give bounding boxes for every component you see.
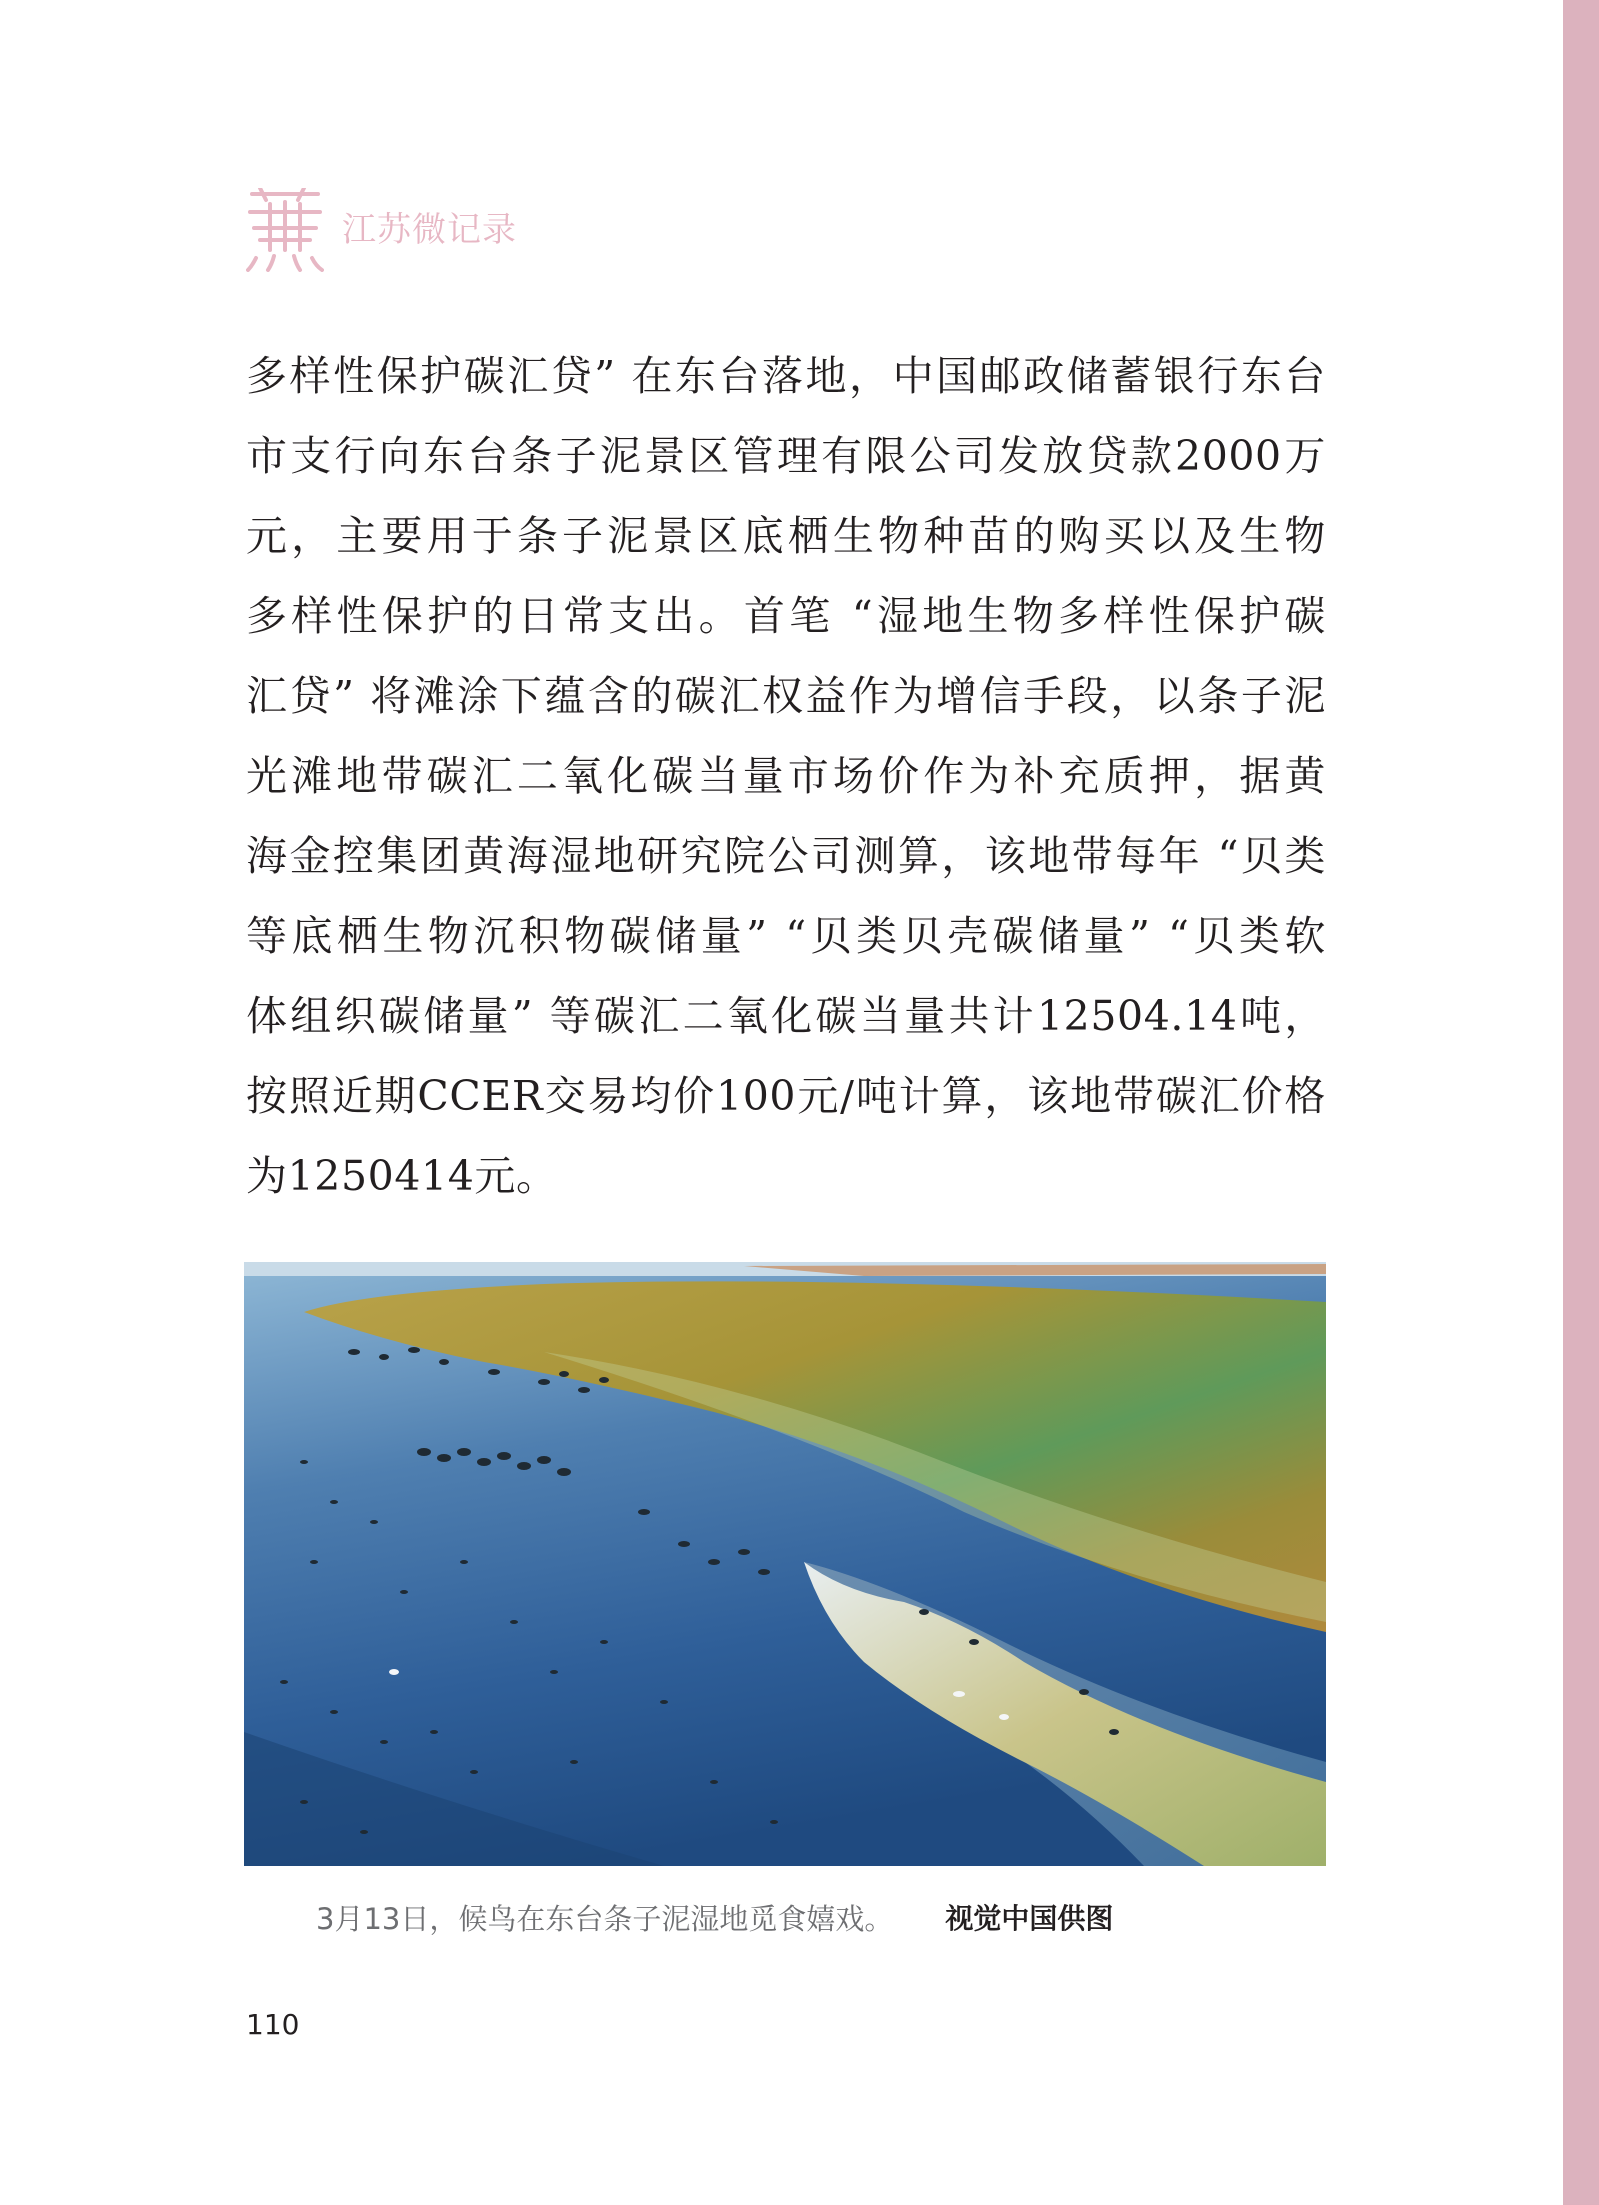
- wetland-birds-photo: [244, 1262, 1326, 1866]
- body-line: 等底栖生物沉积物碳储量” “贝类贝壳碳储量” “贝类软: [246, 912, 1326, 960]
- body-line: 为1250414元。: [246, 1152, 558, 1200]
- photo-credit: 视觉中国供图: [945, 1902, 1114, 1935]
- wetland-photo-illustration: [244, 1262, 1326, 1866]
- body-line: 多样性保护碳汇贷” 在东台落地，中国邮政储蓄银行东台: [246, 352, 1326, 400]
- caption-text: 3月13日，候鸟在东台条子泥湿地觅食嬉戏。: [316, 1901, 894, 1936]
- body-line: 体组织碳储量” 等碳汇二氧化碳当量共计12504.14吨，: [246, 992, 1326, 1040]
- page-number: 110: [246, 2008, 300, 2041]
- body-line: 光滩地带碳汇二氧化碳当量市场价作为补充质押，据黄: [246, 752, 1326, 800]
- body-line: 汇贷” 将滩涂下蕴含的碳汇权益作为增信手段，以条子泥: [246, 672, 1326, 720]
- body-line: 按照近期CCER交易均价100元/吨计算，该地带碳汇价格: [246, 1072, 1326, 1120]
- body-line: 多样性保护的日常支出。首笔 “湿地生物多样性保护碳: [246, 592, 1326, 640]
- page-header: [246, 188, 517, 272]
- body-line: 元，主要用于条子泥景区底栖生物种苗的购买以及生物: [246, 512, 1326, 560]
- series-title: 江苏微记录: [342, 210, 517, 250]
- article-body: [246, 336, 1326, 1216]
- side-color-stripe: [1563, 0, 1599, 2205]
- photo-caption: [316, 1895, 1113, 1939]
- jiangsu-pattern-logo-icon: [246, 188, 324, 272]
- body-line: 海金控集团黄海湿地研究院公司测算，该地带每年 “贝类: [246, 832, 1326, 880]
- body-line: 市支行向东台条子泥景区管理有限公司发放贷款2000万: [246, 432, 1326, 480]
